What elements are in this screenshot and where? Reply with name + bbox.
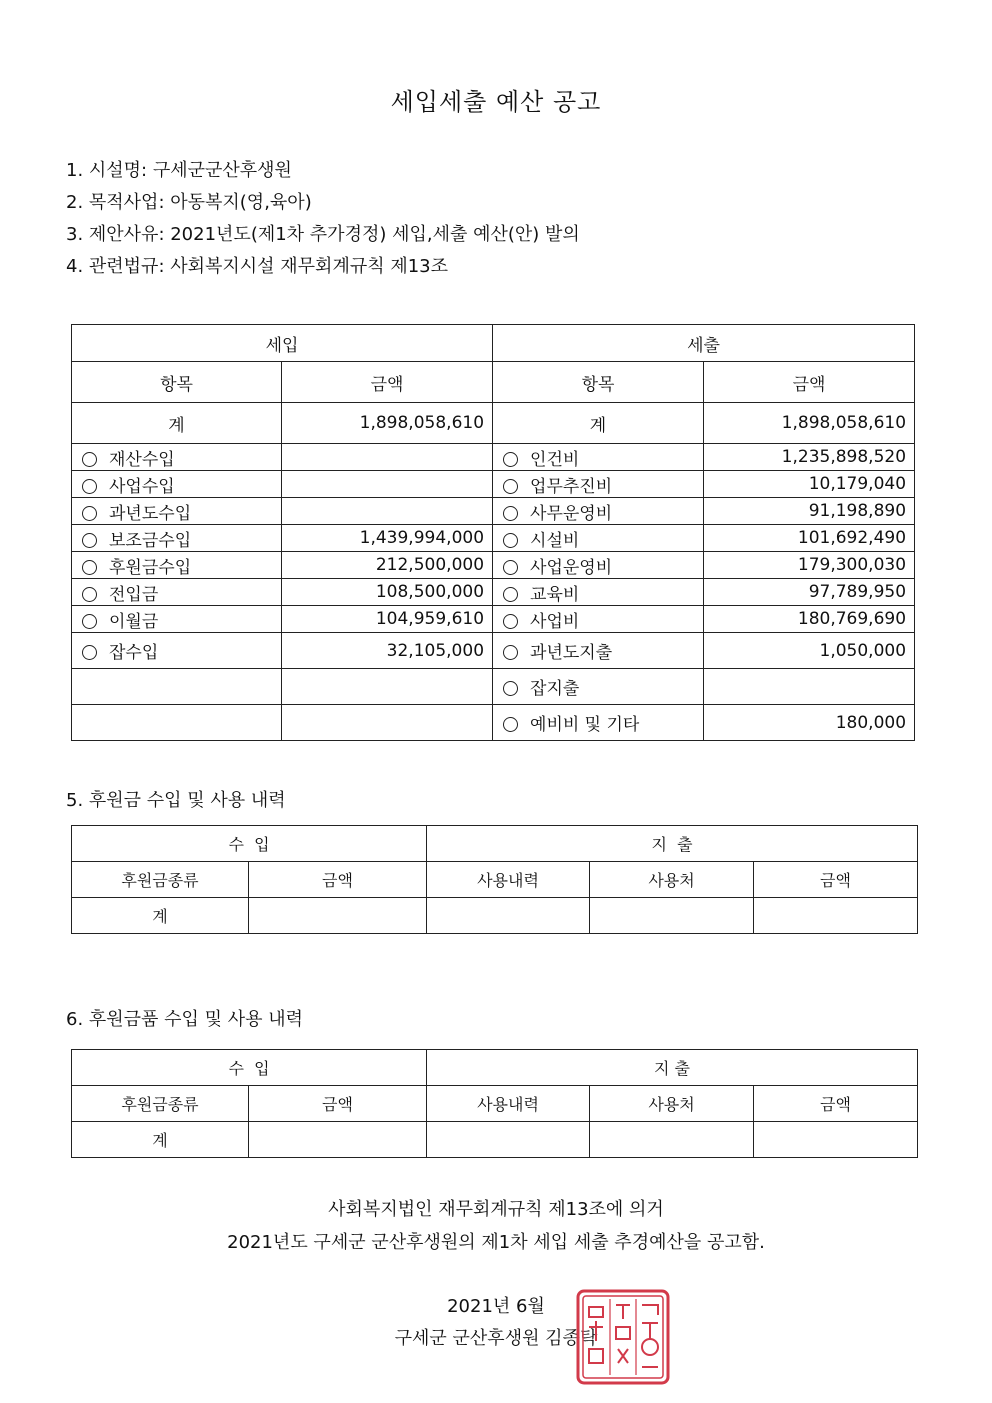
expense-item: 잡지출 <box>493 669 704 705</box>
empty-cell <box>282 669 493 705</box>
circle-bullet-icon <box>503 479 518 494</box>
revenue-item: 보조금수입 <box>72 525 282 552</box>
circle-bullet-icon <box>503 614 518 629</box>
circle-bullet-icon <box>503 560 518 575</box>
revenue-item: 사업수입 <box>72 471 282 498</box>
goods-income-header: 수 입 <box>72 1050 427 1086</box>
circle-bullet-icon <box>82 560 97 575</box>
revenue-item: 후원금수입 <box>72 552 282 579</box>
col-amount: 금액 <box>754 1086 918 1122</box>
revenue-amount <box>282 444 493 471</box>
empty-cell <box>427 898 590 934</box>
expense-item: 업무추진비 <box>493 471 704 498</box>
total-label: 계 <box>72 898 249 934</box>
circle-bullet-icon <box>503 452 518 467</box>
expense-amount: 91,198,890 <box>704 498 915 525</box>
revenue-amount <box>282 498 493 525</box>
circle-bullet-icon <box>82 614 97 629</box>
budget-table <box>71 324 915 741</box>
circle-bullet-icon <box>82 452 97 467</box>
donation-expense-header: 지 출 <box>427 826 918 862</box>
expense-header: 세출 <box>493 325 915 362</box>
section5-title: 5. 후원금 수입 및 사용 내력 <box>66 790 286 811</box>
circle-bullet-icon <box>82 506 97 521</box>
revenue-amount <box>282 471 493 498</box>
col-amount: 금액 <box>249 1086 427 1122</box>
total-label: 계 <box>72 1122 249 1158</box>
expense-amount: 101,692,490 <box>704 525 915 552</box>
empty-cell <box>427 1122 590 1158</box>
col-donation-type: 후원금종류 <box>72 1086 249 1122</box>
circle-bullet-icon <box>503 681 518 696</box>
empty-cell <box>72 669 282 705</box>
circle-bullet-icon <box>82 479 97 494</box>
expense-item: 과년도지출 <box>493 633 704 669</box>
expense-amount: 1,050,000 <box>704 633 915 669</box>
signer-name: 구세군 군산후생원 김종탁 <box>394 1328 598 1349</box>
expense-item: 사업운영비 <box>493 552 704 579</box>
info-reason: 3. 제안사유: 2021년도(제1차 추가경정) 세입,세출 예산(안) 발의 <box>66 224 580 245</box>
revenue-item: 전입금 <box>72 579 282 606</box>
circle-bullet-icon <box>503 506 518 521</box>
goods-expense-header: 지 출 <box>427 1050 918 1086</box>
expense-item: 사무운영비 <box>493 498 704 525</box>
expense-total-amount: 1,898,058,610 <box>704 403 915 444</box>
expense-amount-header: 금액 <box>704 362 915 403</box>
announcement-date: 2021년 6월 <box>447 1296 545 1317</box>
revenue-item: 잡수입 <box>72 633 282 669</box>
page-title: 세입세출 예산 공고 <box>390 88 602 116</box>
col-usage: 사용내력 <box>427 862 590 898</box>
closing-line-2: 2021년도 구세군 군산후생원의 제1차 세입 세출 추경예산을 공고함. <box>227 1232 765 1253</box>
empty-cell <box>249 898 427 934</box>
revenue-amount: 212,500,000 <box>282 552 493 579</box>
empty-cell <box>754 898 918 934</box>
circle-bullet-icon <box>503 533 518 548</box>
info-purpose: 2. 목적사업: 아동복지(영,육아) <box>66 192 312 213</box>
donated-goods-table <box>71 1049 918 1158</box>
expense-item: 인건비 <box>493 444 704 471</box>
expense-item: 교육비 <box>493 579 704 606</box>
expense-amount: 180,769,690 <box>704 606 915 633</box>
donation-income-header: 수 입 <box>72 826 427 862</box>
expense-item-header: 항목 <box>493 362 704 403</box>
expense-item: 시설비 <box>493 525 704 552</box>
col-donation-type: 후원금종류 <box>72 862 249 898</box>
revenue-header: 세입 <box>72 325 493 362</box>
revenue-item-header: 항목 <box>72 362 282 403</box>
revenue-amount: 104,959,610 <box>282 606 493 633</box>
col-amount: 금액 <box>754 862 918 898</box>
expense-amount: 1,235,898,520 <box>704 444 915 471</box>
expense-amount: 180,000 <box>704 705 915 741</box>
circle-bullet-icon <box>82 533 97 548</box>
revenue-total-label: 계 <box>72 403 282 444</box>
expense-amount: 10,179,040 <box>704 471 915 498</box>
expense-amount: 97,789,950 <box>704 579 915 606</box>
revenue-item: 이월금 <box>72 606 282 633</box>
section6-title: 6. 후원금품 수입 및 사용 내력 <box>66 1009 304 1030</box>
expense-item: 예비비 및 기타 <box>493 705 704 741</box>
closing-line-1: 사회복지법인 재무회계규칙 제13조에 의거 <box>328 1199 664 1220</box>
revenue-amount: 108,500,000 <box>282 579 493 606</box>
col-recipient: 사용처 <box>590 1086 754 1122</box>
revenue-amount: 1,439,994,000 <box>282 525 493 552</box>
expense-amount: 179,300,030 <box>704 552 915 579</box>
expense-item: 사업비 <box>493 606 704 633</box>
empty-cell <box>590 898 754 934</box>
facility-info-list <box>66 155 580 283</box>
empty-cell <box>754 1122 918 1158</box>
revenue-item: 재산수입 <box>72 444 282 471</box>
circle-bullet-icon <box>82 645 97 660</box>
col-usage: 사용내력 <box>427 1086 590 1122</box>
circle-bullet-icon <box>503 717 518 732</box>
revenue-amount-header: 금액 <box>282 362 493 403</box>
circle-bullet-icon <box>82 587 97 602</box>
expense-amount <box>704 669 915 705</box>
empty-cell <box>249 1122 427 1158</box>
donation-table <box>71 825 918 934</box>
expense-total-label: 계 <box>493 403 704 444</box>
empty-cell <box>72 705 282 741</box>
empty-cell <box>282 705 493 741</box>
revenue-item: 과년도수입 <box>72 498 282 525</box>
col-recipient: 사용처 <box>590 862 754 898</box>
circle-bullet-icon <box>503 587 518 602</box>
circle-bullet-icon <box>503 645 518 660</box>
official-seal-icon <box>574 1287 672 1387</box>
info-facility-name: 1. 시설명: 구세군군산후생원 <box>66 160 292 181</box>
info-regulation: 4. 관련법규: 사회복지시설 재무회계규칙 제13조 <box>66 256 449 277</box>
revenue-total-amount: 1,898,058,610 <box>282 403 493 444</box>
empty-cell <box>590 1122 754 1158</box>
col-amount: 금액 <box>249 862 427 898</box>
revenue-amount: 32,105,000 <box>282 633 493 669</box>
